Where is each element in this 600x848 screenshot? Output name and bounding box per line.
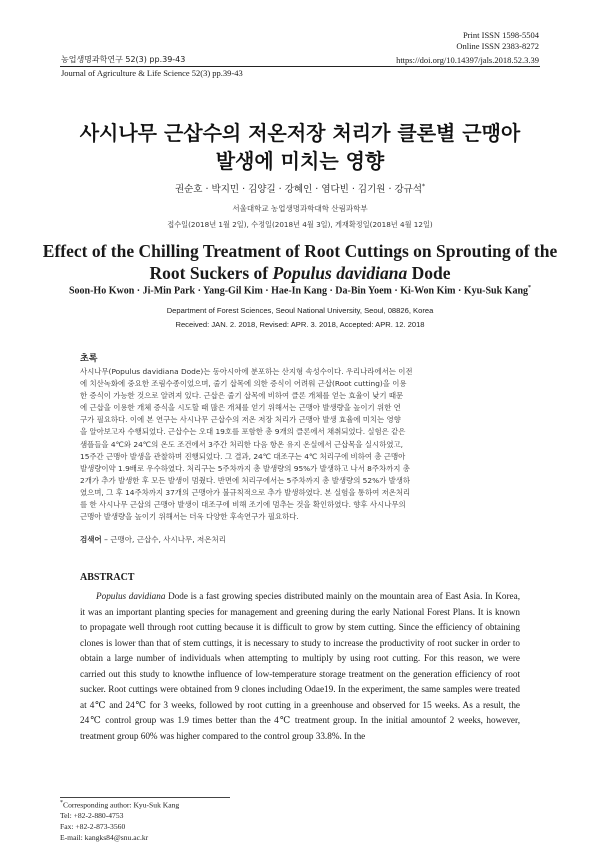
abstract-ko-line: 구가 필요하다. 이에 본 연구는 사시나무 근삽수의 저온 저장 처리가 근맹아 발생 효율에 미치는 영향	[80, 415, 401, 425]
dates-en: Received: JAN. 2. 2018, Revised: APR. 3. 2018, Accepted: APR. 12. 2018	[175, 320, 425, 329]
affiliation-ko: 서울대학교 농업생명과학대학 산림과학부	[232, 204, 368, 213]
title-ko-line2: 발생에 미치는 영향	[215, 149, 385, 173]
title-en-post: Dode	[407, 263, 451, 283]
footnote-email[interactable]: E-mail: kangks84@snu.ac.kr	[60, 833, 149, 842]
authors-en	[40, 285, 560, 296]
title-en-pre: Root Suckers of	[149, 263, 273, 283]
abstract-ko-body	[80, 366, 520, 523]
authors-ko	[60, 181, 540, 195]
abstract-en-body	[80, 589, 520, 744]
title-en-line1: Effect of the Chilling Treatment of Root Cuttings on Sprouting of the	[42, 241, 558, 261]
footnote-author-text: Corresponding author: Kyu-Suk Kang	[63, 800, 180, 810]
abstract-ko-line: 였으며, 그 후 14주차까지 37개의 근맹아가 불규칙적으로 추가 발생하였다. 본 실험을 통하여 저온처리	[80, 487, 411, 497]
keywords-text: – 근맹아, 근삽수, 사시나무, 저온처리	[101, 535, 227, 544]
dates-ko: 접수일(2018년 1월 2일), 수정일(2018년 4월 3일), 게재확정일(2018년 4월 12일)	[167, 220, 433, 229]
footnote-tel: Tel: +82-2-880-4753	[60, 811, 124, 820]
abstract-species: Populus davidiana	[96, 591, 166, 601]
doi-link[interactable]: https://doi.org/10.14397/jals.2018.52.3.39	[396, 55, 539, 65]
corresponding-mark-en: *	[528, 285, 532, 291]
keywords-ko	[80, 534, 520, 545]
abstract-ko-heading: 초록	[80, 354, 98, 364]
abstract-first-line: Dode is a fast growing species distributed mainly on the mountain area of	[165, 591, 443, 601]
affiliation-en: Department of Forest Sciences, Seoul National University, Seoul, 08826, Korea	[166, 306, 434, 315]
abstract-en-heading: ABSTRACT	[80, 572, 135, 583]
journal-name-en: Journal of Agriculture & Life Science 52(3) pp.39-43	[61, 68, 243, 78]
abstract-ko-line: 한 증식이 가능한 것으로 알려져 있다. 근삽은 줄기 삽목에 비하여 클론 개체를 얻는 효율이 낮기 때문	[80, 391, 404, 401]
print-issn: Print ISSN 1598-5504	[462, 30, 539, 40]
abstract-ko-line: 를 한 사시나무 근삽의 근맹아 발생이 대조구에 비해 조기에 멈추는 것을 확인하였다. 향후 사시나무의	[80, 500, 406, 510]
abstract-ko-line: 에 치산녹화에 중요한 조림수종이었으며, 줄기 삽목에 의한 증식이 어려워 근삽(Root cutting)을 이용	[80, 379, 407, 389]
abstract-ko-line: 사시나무(Populus davidiana Dode)는 동아시아에 분포하는 산지형 속성수이다. 우리나라에서는 이전	[80, 367, 413, 376]
footnote-star: *	[60, 800, 63, 806]
keywords-label: 검색어	[80, 535, 102, 544]
abstract-ko-line: 15주간 근맹아 발생을 관찰하며 진행되었다. 그 결과, 24℃ 대조구는 4℃ 처리구에 비하여 총 근맹아	[80, 451, 406, 461]
corresponding-mark: *	[422, 182, 426, 190]
abstract-ko-line: 에 근삽을 이용한 개체 증식을 시도할 때 많은 개체를 얻기 위해서는 근맹아 발생량을 높이기 위한 연	[80, 403, 401, 413]
abstract-ko-line: 을 알아보고자 수행되었다. 근삽수는 오대 19호를 포함한 총 9개의 클론에서 채취되었다. 실험은 같은	[80, 427, 406, 437]
title-en-line2	[40, 262, 560, 285]
abstract-ko-line: 2개가 추가 발생한 후 모든 발생이 멈췄다. 반면에 처리구에서는 5주차까지 총 발생량의 52%가 발생하	[80, 475, 411, 485]
abstract-text: East Asia. In Korea, it was an important planting species for management and greening during the early National Forest Plans. It is known to propagate well through root cutting because it is difficult to grow by stem cutting. Since the efficiency of obtaining clones is lower than that of stem cuttings, it is necessary to study to increase the productivity of root sucker in order to obtain a large number of individuals when attempting to multiply by using root cutting. For this reason, we were carried out this study to knowthe influence of low-temperature storage treatment on the generation efficiency of root sucker. Root cuttings were obtained from 9 clones including Odae19. In the experiment, the same samples were treated at 4℃ and 24℃ for 3 weeks, followed by root cutting in a greenhouse and observed for 15 weeks. As a result, the 24℃ control group was 1.9 times better than the 4℃ treatment group. In the initial amountof 2 weeks, however, treatment group 60% was higher compared to the control group 33.8%. In the	[80, 591, 520, 741]
authors-ko-names: 권순호 · 박지민 · 김양길 · 강혜인 · 염다빈 · 김기원 · 강규석	[174, 184, 423, 195]
authors-en-names: Soon-Ho Kwon · Ji-Min Park · Yang-Gil Kim · Hae-In Kang · Da-Bin Yoem · Ki-Won Kim · Kyu-Suk Kang	[68, 285, 529, 297]
footnote-author	[60, 798, 179, 811]
header-rule	[60, 66, 540, 67]
footnote-fax: Fax: +82-2-873-3560	[60, 822, 126, 831]
online-issn: Online ISSN 2383-8272	[456, 41, 539, 51]
abstract-ko-line: 근맹아 발생량을 높이기 위해서는 더욱 다양한 후속연구가 필요하다.	[80, 512, 299, 522]
abstract-ko-line: 발생량이약 1.9배로 우수하였다. 처리구는 5주차까지 총 발생량의 95%가 발생하고 나서 8주차까지 총	[80, 463, 410, 473]
journal-name-ko: 농업생명과학연구 52(3) pp.39-43	[61, 55, 186, 64]
abstract-ko-line: 샘플들을 4℃와 24℃의 온도 조건에서 3주간 처리한 다음 항온 유지 온실에서 근삽목을 실시하였고,	[80, 439, 403, 449]
title-en-species: Populus davidiana	[272, 263, 408, 283]
title-ko-line1: 사시나무 근삽수의 저온저장 처리가 클론별 근맹아	[79, 121, 521, 145]
